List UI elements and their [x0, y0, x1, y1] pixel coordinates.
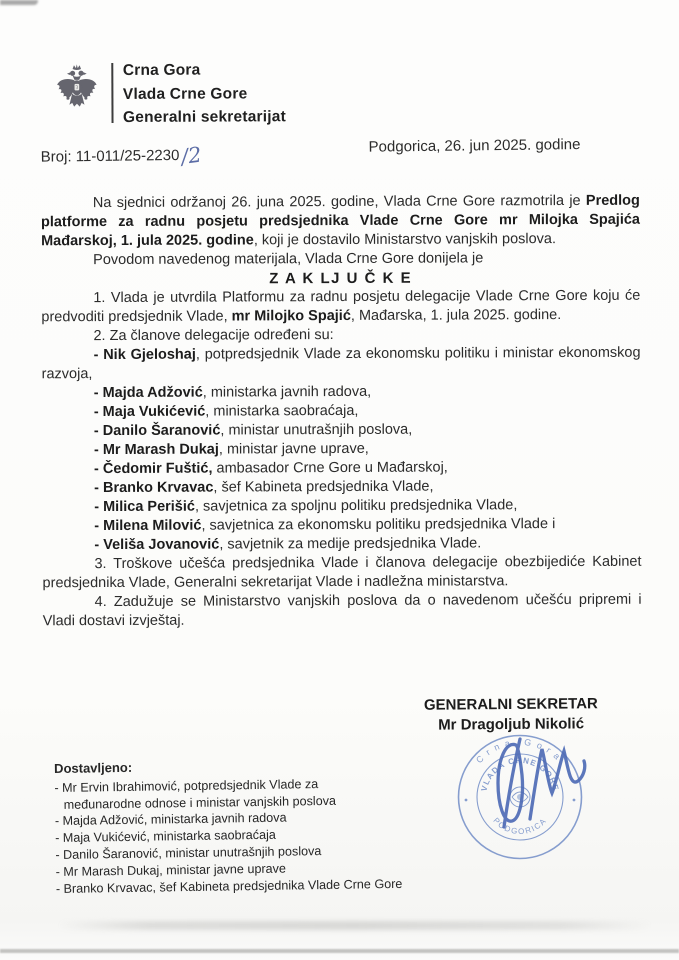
conclusions-heading: Z A K LJ U Č K E: [269, 269, 413, 288]
document-body: [41, 192, 642, 632]
member-role: , savjetnica za spoljnu politiku predsjednika Vlade,: [194, 497, 518, 515]
item1-text: 1. Vlada je utvrdila Platformu za radnu posjetu delegacije Vlade Crne Gore koju će predvoditi predsjednik Vlade,: [41, 287, 641, 326]
delegation-member: [42, 439, 641, 461]
member-role: , ministarka saobraćaja,: [205, 402, 359, 420]
member-name: - Danilo Šaranović: [93, 422, 221, 440]
delegation-member: [42, 458, 641, 480]
distribution-line: - Maja Vukićević, ministarka saobraćaja: [55, 827, 276, 846]
delegation-member: [42, 344, 641, 385]
delegation-member: [42, 382, 641, 404]
document-number: [40, 142, 203, 170]
delegation-member: [42, 534, 641, 556]
org-line-government: Vlada Crne Gore: [122, 84, 248, 103]
member-name: - Milica Perišić: [94, 498, 195, 516]
scan-bottom-edge: [0, 949, 679, 953]
item1-text-end: , Mađarska, 1. jula 2025. godine.: [350, 307, 562, 324]
place-and-date: Podgorica, 26. jun 2025. godine: [368, 136, 581, 156]
org-line-country: Crna Gora: [122, 61, 201, 79]
delegation-member: [42, 496, 641, 518]
signatory-name: Mr Dragoljub Nikolić: [438, 714, 585, 734]
member-name: - Nik Gjeloshaj: [93, 346, 196, 364]
scan-corner-artifact: [0, 0, 38, 5]
distribution-line-continuation: međunarodne odnose i ministar vanjskih poslova: [63, 793, 337, 812]
member-name: - Branko Krvavac: [94, 479, 214, 497]
conclusion-item-4: 4. Zadužuje se Ministarstvo vanjskih poslova da o navedenom učešću pripremi i Vladi dostavi izvještaj.: [42, 591, 642, 630]
distribution-line: - Mr Marash Dukaj, ministar javne uprave: [55, 861, 286, 879]
item1-bold-name: mr Milojko Spajić: [231, 307, 351, 325]
letterhead-divider: [111, 63, 113, 123]
delegation-member: [42, 515, 641, 537]
delegation-member: [42, 401, 641, 423]
intro-paragraph: [41, 192, 640, 252]
montenegro-coat-of-arms-icon: [53, 63, 100, 118]
document-number-text: Broj: 11-011/25-2230: [40, 146, 180, 166]
distribution-line: - Danilo Šaranović, ministar unutrašnjih poslova: [55, 844, 322, 862]
intro-text-end: , koji je dostavilo Ministarstvo vanjskih poslova.: [253, 231, 557, 249]
handwritten-number-suffix: /2: [179, 142, 203, 170]
conclusion-item-1: [41, 287, 640, 328]
member-role: , ministarka javnih radova,: [202, 383, 372, 401]
member-role: , ministar unutrašnjih poslova,: [220, 421, 413, 439]
intro-text: Na sjednici održanoj 26. juna 2025. godine, Vlada Crne Gore razmotrila je: [92, 192, 586, 212]
delegation-member: [42, 420, 641, 442]
distribution-line: - Mr Ervin Ibrahimović, potpredsjednik Vlade za: [54, 776, 319, 795]
member-role: , ministar javne uprave,: [218, 440, 369, 458]
signatory-title: GENERALNI SEKRETAR: [423, 695, 598, 714]
stamp-outer-text: Crna Gora: [474, 736, 566, 766]
intro-bold-subject: Predlog platforme za radnu posjetu predsjednika Vlade Crne Gore mr Milojka Spajića Mađarskoj, 1. jula 2025. godine: [40, 192, 640, 250]
handwritten-signature: [472, 731, 607, 846]
member-name: - Čedomir Fuštić,: [94, 460, 213, 478]
stamp-ring-text: VLADA CRNE GORE: [479, 755, 561, 793]
conclusion-item-2: 2. Za članove delegacije određeni su:: [93, 327, 334, 345]
member-role: , savjetnica za ekonomsku politiku predsjednika Vlade i: [201, 516, 556, 534]
member-name: - Maja Vukićević: [93, 403, 206, 421]
member-name: - Mr Marash Dukaj: [93, 441, 219, 459]
letterhead: [53, 58, 286, 130]
org-line-secretariat: Generalni sekretarijat: [122, 108, 286, 126]
member-role: , potpredsjednik Vlade za ekonomsku politiku i ministar ekonomskog razvoja,: [41, 344, 641, 383]
distribution-label: Dostavljeno:: [54, 759, 133, 776]
distribution-line: - Branko Krvavac, šef Kabineta predsjednika Vlade Crne Gore: [55, 876, 403, 896]
scan-shadow-band: [58, 921, 651, 930]
delegation-member: [42, 477, 641, 499]
member-role: , savjetnik za medije predsjednika Vlade.: [219, 535, 482, 553]
intro-paragraph-2: Povodom navedenog materijala, Vlada Crne Gore donijela je: [93, 250, 484, 269]
member-name: - Veliša Jovanović: [94, 536, 220, 554]
reference-row: [40, 135, 640, 170]
distribution-list: [54, 755, 456, 897]
member-role: ambasador Crne Gore u Mađarskoj,: [212, 459, 448, 477]
conclusion-item-3: 3. Troškove učešća predsjednika Vlade i članova delegacije obezbijediće Kabinet predsjednika Vlade, Generalni sekretarijat Vlade i nadležna ministarstva.: [42, 553, 642, 592]
distribution-line: - Majda Adžović, ministarka javnih radova: [54, 810, 287, 829]
stamp-bottom-text: PODGORICA: [491, 815, 549, 837]
member-name: - Milena Milović: [94, 517, 202, 535]
member-role: , šef Kabineta predsjednika Vlade,: [213, 478, 434, 496]
member-name: - Majda Adžović: [93, 384, 203, 402]
